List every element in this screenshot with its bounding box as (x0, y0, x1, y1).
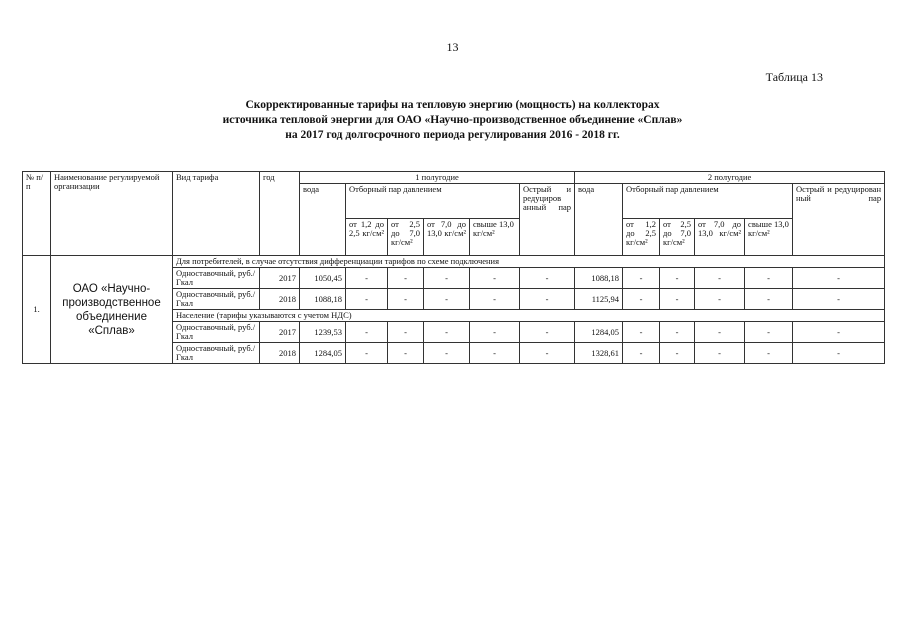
h1-p4: - (470, 268, 520, 289)
header-h1-p2: от 2,5 до 7,0 кг/см² (388, 219, 424, 256)
h1-p4: - (470, 289, 520, 310)
h2-sharp: - (793, 268, 885, 289)
section-title: Для потребителей, в случае отсутствия дифференциации тарифов по схеме подключения (173, 256, 885, 268)
header-num: № п/п (23, 172, 51, 256)
table-label: Таблица 13 (765, 70, 823, 84)
h2-sharp: - (793, 343, 885, 364)
header-h1-steam: Отборный пар давлением (346, 184, 520, 219)
h1-p4: - (470, 343, 520, 364)
h1-p2: - (388, 322, 424, 343)
header-h2-sharp: Острый и редуцирован ный пар (793, 184, 885, 256)
title-line-1: Скорректированные тарифы на тепловую энергию (мощность) на коллекторах (245, 99, 660, 111)
header-h1-water: вода (300, 184, 346, 256)
h1-p4: - (470, 322, 520, 343)
header-tariff-type: Вид тарифа (173, 172, 260, 256)
h1-p1: - (346, 289, 388, 310)
header-h2-water: вода (575, 184, 623, 256)
row-number: 1. (23, 256, 51, 364)
h1-p1: - (346, 343, 388, 364)
year: 2017 (260, 268, 300, 289)
h2-water: 1088,18 (575, 268, 623, 289)
h2-p4: - (745, 343, 793, 364)
h1-water: 1050,45 (300, 268, 346, 289)
header-half-1: 1 полугодие (300, 172, 575, 184)
h2-sharp: - (793, 322, 885, 343)
h2-p3: - (695, 268, 745, 289)
header-half-2: 2 полугодие (575, 172, 885, 184)
h1-water: 1088,18 (300, 289, 346, 310)
header-year: год (260, 172, 300, 256)
h1-p1: - (346, 268, 388, 289)
h2-water: 1125,94 (575, 289, 623, 310)
h2-p3: - (695, 322, 745, 343)
tariff-type: Одноставочный, руб./Гкал (173, 343, 260, 364)
h2-p3: - (695, 289, 745, 310)
title-line-3: на 2017 год долгосрочного периода регулирования 2016 - 2018 гг. (285, 129, 620, 141)
h2-p4: - (745, 289, 793, 310)
h2-p3: - (695, 343, 745, 364)
header-h1-p1: от 1,2 до 2,5 кг/см² (346, 219, 388, 256)
header-h2-steam: Отборный пар давлением (623, 184, 793, 219)
h1-water: 1284,05 (300, 343, 346, 364)
year: 2018 (260, 343, 300, 364)
h2-p2: - (660, 343, 695, 364)
tariff-type: Одноставочный, руб./Гкал (173, 268, 260, 289)
h1-sharp: - (520, 289, 575, 310)
h2-water: 1328,61 (575, 343, 623, 364)
organization-name: ОАО «Научно-производственное объединение «Сплав» (51, 256, 173, 364)
section-title: Население (тарифы указываются с учетом НДС) (173, 310, 885, 322)
header-h2-p2: от 2,5 до 7,0 кг/см² (660, 219, 695, 256)
h1-p3: - (424, 289, 470, 310)
h2-water: 1284,05 (575, 322, 623, 343)
h1-p3: - (424, 343, 470, 364)
year: 2018 (260, 289, 300, 310)
header-h2-p3: от 7,0 до 13,0 кг/см² (695, 219, 745, 256)
h1-p2: - (388, 268, 424, 289)
h2-p4: - (745, 268, 793, 289)
h1-p3: - (424, 268, 470, 289)
h1-sharp: - (520, 343, 575, 364)
h2-p1: - (623, 268, 660, 289)
header-h1-p4: свыше 13,0 кг/см² (470, 219, 520, 256)
h2-p4: - (745, 322, 793, 343)
h1-p3: - (424, 322, 470, 343)
document-title (0, 98, 905, 143)
header-h2-p4: свыше 13,0 кг/см² (745, 219, 793, 256)
h2-p1: - (623, 289, 660, 310)
h1-p2: - (388, 289, 424, 310)
h2-sharp: - (793, 289, 885, 310)
h1-sharp: - (520, 268, 575, 289)
h2-p1: - (623, 343, 660, 364)
h1-water: 1239,53 (300, 322, 346, 343)
tariff-type: Одноставочный, руб./Гкал (173, 289, 260, 310)
h2-p2: - (660, 322, 695, 343)
h2-p2: - (660, 268, 695, 289)
year: 2017 (260, 322, 300, 343)
title-line-2: источника тепловой энергии для ОАО «Научно-производственное объединение «Сплав» (222, 114, 683, 126)
page-number: 13 (446, 40, 459, 54)
tariff-table (22, 171, 885, 364)
h2-p1: - (623, 322, 660, 343)
header-org: Наименование регулируемой организации (51, 172, 173, 256)
header-h1-p3: от 7,0 до 13,0 кг/см² (424, 219, 470, 256)
h1-p1: - (346, 322, 388, 343)
h1-sharp: - (520, 322, 575, 343)
h2-p2: - (660, 289, 695, 310)
h1-p2: - (388, 343, 424, 364)
tariff-type: Одноставочный, руб./Гкал (173, 322, 260, 343)
header-h1-sharp: Острый и редуциров анный пар (520, 184, 575, 256)
header-h2-p1: от 1,2 до 2,5 кг/см² (623, 219, 660, 256)
